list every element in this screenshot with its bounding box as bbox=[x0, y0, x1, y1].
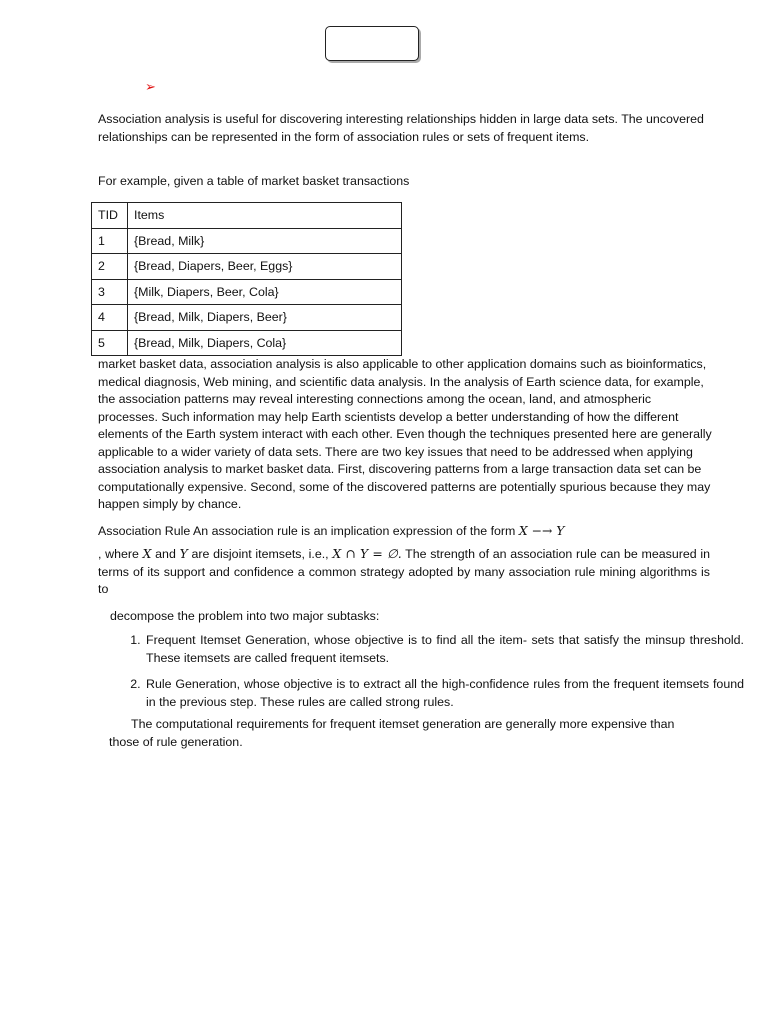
column-header-tid: TID bbox=[92, 203, 128, 229]
table-cell-items: {Bread, Milk, Diapers, Beer} bbox=[128, 305, 402, 331]
subtask-list bbox=[110, 632, 744, 720]
rule-definition-body bbox=[98, 545, 710, 599]
table-cell-tid: 5 bbox=[92, 330, 128, 356]
header-box bbox=[325, 26, 419, 61]
table-row bbox=[92, 254, 402, 280]
table-row bbox=[92, 279, 402, 305]
rule-definition-lead bbox=[98, 522, 710, 541]
conclusion-paragraph: The computational requirements for frequent itemset generation are generally more expensive than those of rule generation. bbox=[109, 717, 675, 749]
table-cell-tid: 1 bbox=[92, 228, 128, 254]
intersection-expression: X ∩ Y = ∅. bbox=[332, 546, 402, 561]
list-item: 1. Frequent Itemset Generation, whose objective is to find all the item- sets that satisfy the minsup threshold. These itemsets are called frequent itemsets. bbox=[144, 632, 744, 667]
rule-expression: X −→ Y bbox=[518, 523, 565, 538]
example-intro: For example, given a table of market basket transactions bbox=[98, 174, 410, 188]
table-row bbox=[92, 305, 402, 331]
table-cell-items: {Bread, Diapers, Beer, Eggs} bbox=[128, 254, 402, 280]
where-prefix: , where bbox=[98, 547, 143, 561]
var-y: Y bbox=[179, 546, 188, 561]
decompose-text: decompose the problem into two major subtasks: bbox=[110, 609, 380, 623]
table-cell-tid: 2 bbox=[92, 254, 128, 280]
table-cell-items: {Milk, Diapers, Beer, Cola} bbox=[128, 279, 402, 305]
table-header-row bbox=[92, 203, 402, 229]
list-item: 2. Rule Generation, whose objective is to extract all the high-confidence rules from the frequent itemsets found in the previous step. These rules are called strong rules. bbox=[144, 676, 744, 711]
var-x: X bbox=[142, 546, 152, 561]
rule-rest-text: The strength of an association rule can be measured in terms of its support and confidence a common strategy adopted by many association rule mining algorithms is to bbox=[98, 547, 710, 596]
arrow-bullet-icon: ➢ bbox=[145, 79, 156, 94]
transactions-table bbox=[91, 202, 402, 356]
table-row bbox=[92, 330, 402, 356]
table-cell-items: {Bread, Milk} bbox=[128, 228, 402, 254]
table-cell-items: {Bread, Milk, Diapers, Cola} bbox=[128, 330, 402, 356]
table-row bbox=[92, 228, 402, 254]
intro-paragraph: Association analysis is useful for discovering interesting relationships hidden in large data sets. The uncovered relationships can be represented in the form of association rules or sets of frequent items. bbox=[98, 112, 704, 144]
body-paragraph: market basket data, association analysis is also applicable to other application domains such as bioinformatics, medical diagnosis, Web mining, and scientific data analysis. In the analysis of Earth science data, for example, the association patterns may reveal interesting connections among the ocean, land, and atmospheric processes. Such information may help Earth scientists develop a better understanding of how the different elements of the Earth system interact with each other. Even though the techniques presented here are generally applicable to a wider variety of data sets. There are two key issues that need to be addressed when applying association analysis to market basket data. First, discovering patterns from a large transaction data set can be computationally expensive. Second, some of the discovered patterns are potentially spurious because they may happen simply by chance. bbox=[98, 357, 712, 511]
table-cell-tid: 4 bbox=[92, 305, 128, 331]
table-cell-tid: 3 bbox=[92, 279, 128, 305]
disjoint-text: are disjoint itemsets, i.e., bbox=[187, 547, 333, 561]
column-header-items: Items bbox=[128, 203, 402, 229]
rule-lead-text: Association Rule An association rule is an implication expression of the form bbox=[98, 524, 519, 538]
and-text: and bbox=[151, 547, 180, 561]
